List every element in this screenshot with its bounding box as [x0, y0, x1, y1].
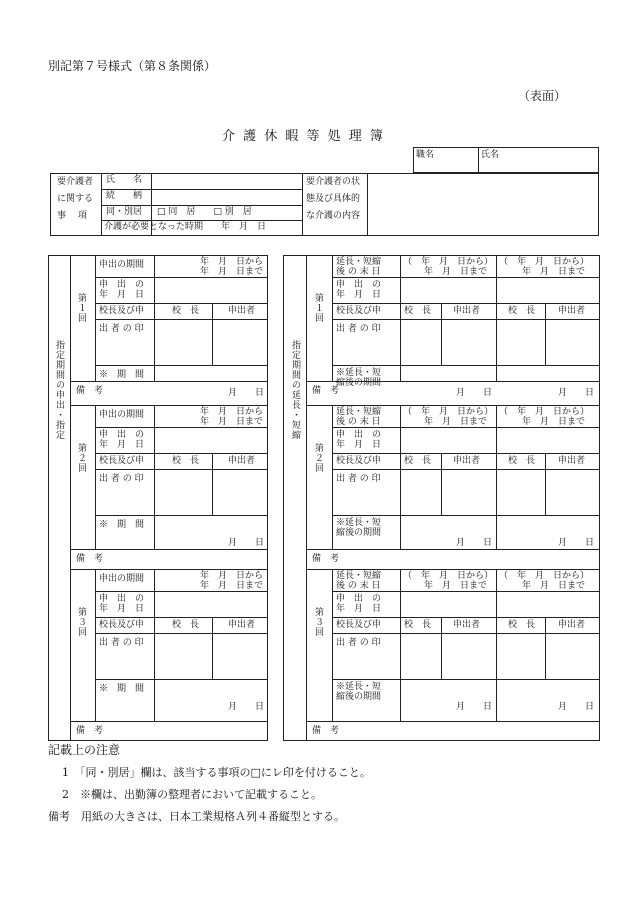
right-ext-from-a-1: （ 年 月 日から） [403, 257, 494, 267]
right-seal-label-b-3: 出 者 の 印 [336, 638, 381, 648]
patient-name-label: 氏 名 [106, 175, 143, 185]
form-title: 介 護 休 暇 等 処 理 簿 [222, 129, 385, 144]
right-date-label-b-2: 年 月 日 [336, 440, 382, 450]
right-ext-to-a-2: 年 月 日まで [424, 417, 488, 427]
left-date-label-a-3: 申 出 の [99, 594, 145, 604]
left-round-1: 第１回 [76, 293, 86, 323]
left-applicant-3: 申出者 [228, 620, 256, 630]
right-date-label-a-3: 申 出 の [336, 594, 382, 604]
right-ext-to-b-3: 年 月 日まで [522, 581, 586, 591]
cohabit-checkboxes[interactable]: □ 同 居 □ 別 居 [157, 207, 252, 217]
right-ext-label-b-3: 後 の 末 日 [336, 581, 381, 591]
right-ext-label-a-2: 延長・短縮 [336, 407, 382, 417]
right-date-label-b-3: 年 月 日 [336, 604, 382, 614]
left-seal-label-b-3: 出 者 の 印 [99, 638, 144, 648]
right-ext-label-b-2: 後 の 末 日 [336, 417, 381, 427]
condition-label-1: 要介護者の状 [306, 177, 361, 187]
left-seal-label-a-2: 校長及び申 [99, 456, 145, 466]
condition-label-3: な介護の内容 [306, 211, 361, 221]
right-applicant-a-1: 申出者 [453, 306, 481, 316]
left-round-3: 第３回 [76, 607, 86, 637]
left-remarks-1: 備 考 [76, 386, 104, 396]
right-applicant-a-2: 申出者 [453, 456, 481, 466]
right-seal-label-b-1: 出 者 の 印 [336, 324, 381, 334]
right-round-1: 第１回 [313, 293, 323, 323]
right-round-2: 第２回 [313, 443, 323, 473]
right-ext-to-a-1: 年 月 日まで [424, 267, 488, 277]
right-remarks-2: 備 考 [312, 554, 340, 564]
notes-remark: 備考 用紙の大きさは、日本工業規格Ａ列４番縦型とする。 [48, 810, 345, 823]
right-ext-period-a-1: ※延長・短 [336, 368, 382, 378]
left-applicant-2: 申出者 [228, 456, 256, 466]
patient-cohabit-label: 同・別居 [106, 207, 143, 217]
right-date-label-b-1: 年 月 日 [336, 290, 382, 300]
right-seal-label-a-3: 校長及び申 [336, 620, 382, 630]
right-ext-period-a-2: ※延長・短 [336, 518, 382, 528]
job-label: 職名 [416, 150, 435, 160]
left-principal-1: 校 長 [172, 306, 200, 316]
left-principal-2: 校 長 [172, 456, 200, 466]
left-from-1: 年 月 日から [200, 257, 264, 267]
right-applicant-a-3: 申出者 [453, 620, 481, 630]
side-label: （表面） [518, 89, 567, 103]
left-period-mark-2: ※ 期 間 [99, 520, 145, 530]
condition-label-2: 態及び具体的 [306, 194, 361, 204]
right-ext-period-a-3: ※延長・短 [336, 682, 382, 692]
right-principal-a-2: 校 長 [404, 456, 432, 466]
left-from-2: 年 月 日から [200, 407, 264, 417]
left-remarks-3: 備 考 [76, 726, 104, 736]
left-month-day-3: 月 日 [228, 702, 265, 712]
right-seal-label-b-2: 出 者 の 印 [336, 474, 381, 484]
right-ext-to-b-1: 年 月 日まで [522, 267, 586, 277]
care-needed-date: 介護が必要となった時期 年 月 日 [104, 222, 267, 232]
right-date-label-a-1: 申 出 の [336, 280, 382, 290]
right-ext-period-b-3: 縮後の期間 [336, 692, 382, 702]
patient-relation-label: 続 柄 [106, 191, 143, 201]
right-ext-to-b-2: 年 月 日まで [522, 417, 586, 427]
left-period-label-2: 申出の期間 [99, 410, 145, 420]
left-seal-label-b-2: 出 者 の 印 [99, 474, 144, 484]
left-date-label-b-2: 年 月 日 [99, 440, 145, 450]
right-ext-from-a-2: （ 年 月 日から） [403, 407, 494, 417]
right-remarks-1: 備 考 [312, 386, 340, 396]
left-seal-label-b-1: 出 者 の 印 [99, 324, 144, 334]
left-month-day-2: 月 日 [228, 538, 265, 548]
left-applicant-1: 申出者 [228, 306, 256, 316]
name-label: 氏名 [481, 150, 500, 160]
left-principal-3: 校 長 [172, 620, 200, 630]
right-ext-label-b-1: 後 の 末 日 [336, 267, 381, 277]
left-seal-label-a-3: 校長及び申 [99, 620, 145, 630]
right-date-label-a-2: 申 出 の [336, 430, 382, 440]
right-principal-b-2: 校 長 [508, 456, 536, 466]
right-month-day-b-3: 月 日 [558, 702, 595, 712]
left-remarks-2: 備 考 [76, 554, 104, 564]
right-remarks-3: 備 考 [312, 726, 340, 736]
right-ext-label-a-3: 延長・短縮 [336, 571, 382, 581]
right-seal-label-a-1: 校長及び申 [336, 306, 382, 316]
left-seal-label-a-1: 校長及び申 [99, 306, 145, 316]
left-from-3: 年 月 日から [200, 571, 264, 581]
left-date-label-a-1: 申 出 の [99, 280, 145, 290]
left-period-label-3: 申出の期間 [99, 574, 145, 584]
right-principal-b-3: 校 長 [508, 620, 536, 630]
right-month-day-a-2: 月 日 [456, 538, 493, 548]
form-number: 別記第７号様式（第８条関係） [48, 59, 217, 73]
left-date-label-b-3: 年 月 日 [99, 604, 145, 614]
patient-section-1: 要介護者 [57, 177, 94, 187]
patient-section-2: に関する [57, 194, 94, 204]
left-period-label-1: 申出の期間 [99, 260, 145, 270]
right-principal-a-3: 校 長 [404, 620, 432, 630]
left-period-mark-1: ※ 期 間 [99, 370, 145, 380]
right-ext-from-a-3: （ 年 月 日から） [403, 571, 494, 581]
right-month-day-b-1: 月 日 [558, 388, 595, 398]
left-panel [48, 255, 268, 741]
right-seal-label-a-2: 校長及び申 [336, 456, 382, 466]
right-ext-from-b-2: （ 年 月 日から） [499, 407, 590, 417]
staff-box [413, 147, 599, 173]
left-round-2: 第２回 [76, 443, 86, 473]
right-applicant-b-3: 申出者 [558, 620, 586, 630]
left-date-label-a-2: 申 出 の [99, 430, 145, 440]
right-month-day-a-1: 月 日 [456, 388, 493, 398]
right-principal-b-1: 校 長 [508, 306, 536, 316]
left-date-label-b-1: 年 月 日 [99, 290, 145, 300]
right-ext-period-b-2: 縮後の期間 [336, 528, 382, 538]
notes-heading: 記載上の注意 [48, 743, 121, 757]
right-ext-to-a-3: 年 月 日まで [424, 581, 488, 591]
right-ext-period-b-1: 縮後の期間 [336, 378, 382, 388]
right-ext-from-b-3: （ 年 月 日から） [499, 571, 590, 581]
left-month-day-1: 月 日 [228, 388, 265, 398]
right-principal-a-1: 校 長 [404, 306, 432, 316]
left-to-1: 年 月 日まで [200, 267, 264, 277]
right-applicant-b-2: 申出者 [558, 456, 586, 466]
right-month-day-b-2: 月 日 [558, 538, 595, 548]
note-item-2: 2 ※欄は、出勤簿の整理者において記載すること。 [62, 788, 322, 801]
note-item-1: 1 「同・別居」欄は、該当する事項の□にレ印を付けること。 [62, 766, 371, 779]
right-ext-from-b-1: （ 年 月 日から） [499, 257, 590, 267]
left-panel-title: 指定期間の申出・指定 [54, 340, 64, 440]
left-to-2: 年 月 日まで [200, 417, 264, 427]
right-panel-title: 指定期間の延長・短縮 [290, 340, 300, 440]
left-period-mark-3: ※ 期 間 [99, 684, 145, 694]
left-to-3: 年 月 日まで [200, 581, 264, 591]
patient-section-3: 事 項 [57, 211, 87, 221]
right-ext-label-a-1: 延長・短縮 [336, 257, 382, 267]
right-applicant-b-1: 申出者 [558, 306, 586, 316]
right-month-day-a-3: 月 日 [456, 702, 493, 712]
right-round-3: 第３回 [313, 607, 323, 637]
